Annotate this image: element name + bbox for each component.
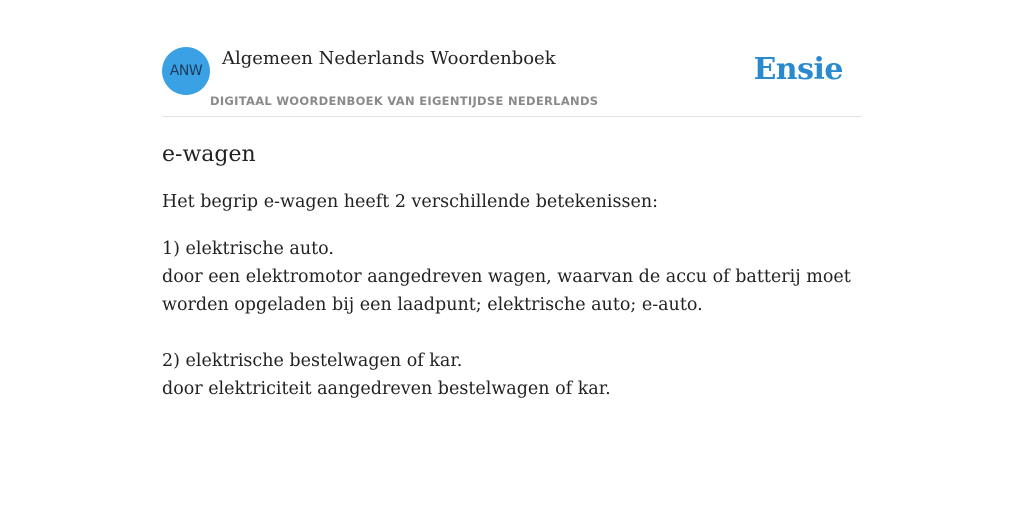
meaning-heading: 2) elektrische bestelwagen of kar. bbox=[162, 351, 463, 371]
entry-intro: Het begrip e-wagen heeft 2 verschillende betekenissen: bbox=[162, 192, 658, 212]
meaning-heading: 1) elektrische auto. bbox=[162, 239, 334, 259]
meaning-definition: door elektriciteit aangedreven bestelwagen of kar. bbox=[162, 379, 611, 399]
meaning-item bbox=[162, 347, 862, 403]
entry-term: e-wagen bbox=[162, 142, 256, 167]
site-header bbox=[162, 46, 862, 117]
meaning-item bbox=[162, 235, 862, 319]
entry-content bbox=[162, 138, 862, 403]
site-subtitle: DIGITAAL WOORDENBOEK VAN EIGENTIJDSE NEDERLANDS bbox=[210, 94, 599, 108]
anw-logo[interactable] bbox=[162, 47, 210, 95]
meaning-definition: door een elektromotor aangedreven wagen, waarvan de accu of batterij moet worden opgeladen bij een laadpunt; elektrische auto; e-auto. bbox=[162, 267, 851, 315]
site-title[interactable]: Algemeen Nederlands Woordenboek bbox=[222, 48, 556, 69]
ensie-brand-link[interactable]: Ensie bbox=[753, 52, 843, 87]
logo-text: ANW bbox=[169, 63, 203, 79]
